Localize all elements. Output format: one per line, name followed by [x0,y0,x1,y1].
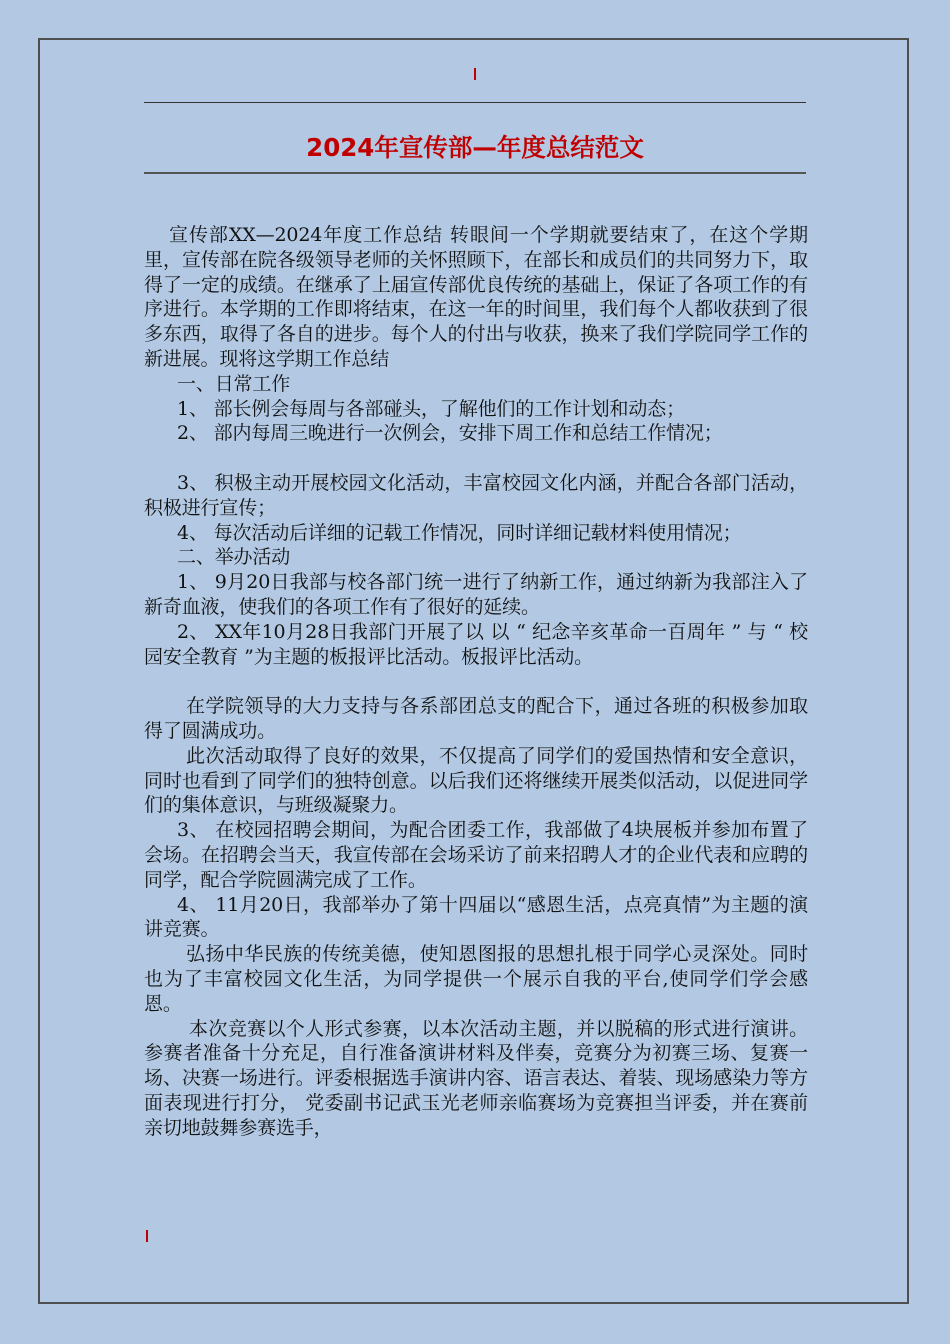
section-heading-activities: 二、举办活动 [177,546,291,569]
list-item-activity-2: 2、 XX年10月28日我部门开展了以 以 “ 纪念辛亥革命一百周年 ” 与 “ 校园安全教育 ”为主题的板报评比活动。板报评比活动。 [144,620,808,668]
title-underline-rule [144,172,806,174]
intro-paragraph: 宣传部XX—2024年度工作总结 转眼间一个学期就要结束了，在这个学期里，宣传部在院各级领导老师的关怀照顾下，在部长和成员们的共同努力下，取得了一定的成绩。在继承了上届宣传部优良传统的基础上，保证了各项工作的有序进行。本学期的工作即将结束，在这一年的时间里，我们每个人都收获到了很多东西，取得了各自的进步。每个人的付出与收获，换来了我们学院同学工作的新进展。现将这学期工作总结 [144,224,808,370]
document-body [144,223,808,1140]
list-item-activity-1: 1、 9月20日我部与校各部门统一进行了纳新工作，通过纳新为我部注入了新奇血液，使我们的各项工作有了很好的延续。 [144,571,808,618]
list-item-daily-2: 2、 部内每周三晚进行一次例会，安排下周工作和总结工作情况； [177,422,723,445]
header-cursor-mark [474,68,476,80]
blank-line [144,446,808,471]
body-paragraph: 弘扬中华民族的传统美德，使知恩图报的思想扎根于同学心灵深处。同时也为了丰富校园文化生活，为同学提供一个展示自我的平台,使同学们学会感恩。 [144,943,808,1015]
list-item-daily-3: 3、 积极主动开展校园文化活动，丰富校园文化内涵，并配合各部门活动，积极进行宣传； [144,471,808,519]
section-heading-daily-work: 一、日常工作 [177,372,291,395]
body-paragraph: 在学院领导的大力支持与各系部团总支的配合下，通过各班的积极参加取得了圆满成功。 [144,695,808,742]
list-item-activity-3: 3、 在校园招聘会期间，为配合团委工作，我部做了4块展板并参加布置了会场。在招聘会当天，我宣传部在会场采访了前来招聘人才的企业代表和应聘的同学，配合学院圆满完成了工作。 [144,819,808,891]
body-paragraph: 本次竞赛以个人形式参赛，以本次活动主题，并以脱稿的形式进行演讲。参赛者准备十分充足，自行准备演讲材料及伴奏，竞赛分为初赛三场、复赛一场、决赛一场进行。评委根据选手演讲内容、语言表达、着装、现场感染力等方面表现进行打分， 党委副书记武玉光老师亲临赛场为竞赛担当评委，并在赛前亲切地鼓舞参赛选手， [144,1017,808,1139]
list-item-daily-4: 4、 每次活动后详细的记载工作情况，同时详细记载材料使用情况； [177,521,742,544]
blank-line [144,669,808,694]
list-item-activity-4: 4、 11月20日，我部举办了第十四届以“感恩生活，点亮真情”为主题的演讲竞赛。 [144,893,808,941]
footer-cursor-mark [146,1230,148,1242]
body-paragraph: 此次活动取得了良好的效果，不仅提高了同学们的爱国热情和安全意识，同时也看到了同学们的独特创意。以后我们还将继续开展类似活动，以促进同学们的集体意识，与班级凝聚力。 [144,744,808,817]
document-title: 2024年宣传部—年度总结范文 [306,133,644,162]
header-rule [144,102,806,103]
list-item-daily-1: 1、 部长例会每周与各部碰头，了解他们的工作计划和动态； [177,397,685,420]
